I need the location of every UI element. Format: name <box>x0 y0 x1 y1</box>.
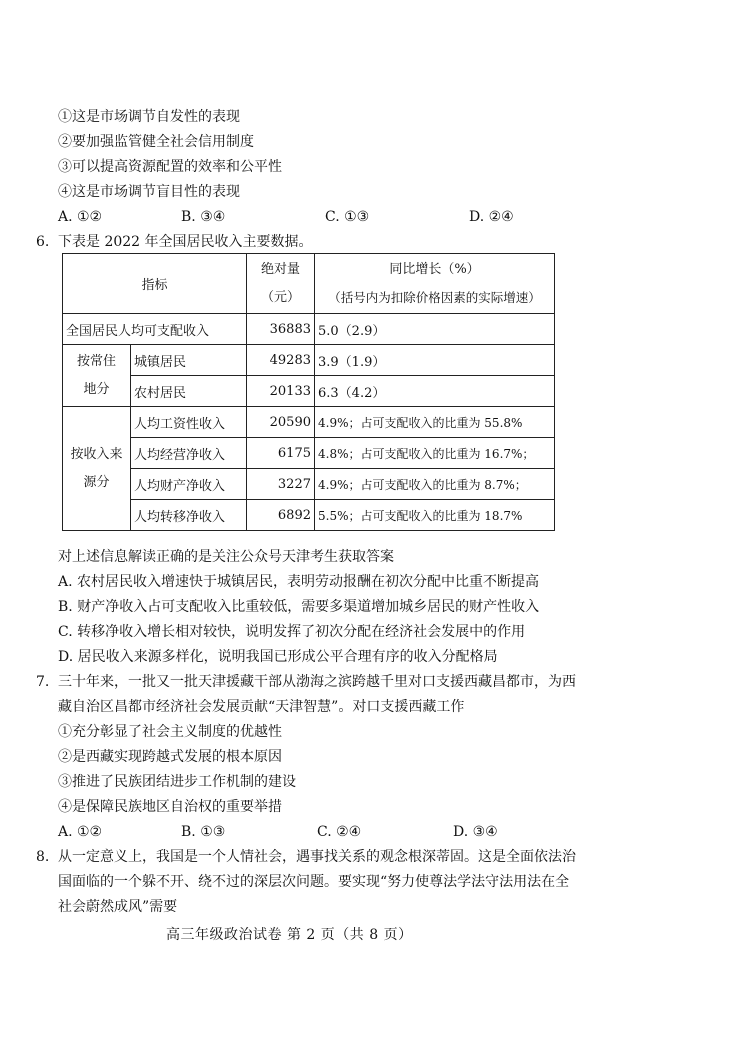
q6-option-d: D. 居民收入来源多样化，说明我国已形成公平合理有序的收入分配格局 <box>58 649 498 665</box>
group-by-residence-line2: 地分 <box>83 381 110 397</box>
q6-number: 6. <box>36 234 50 250</box>
wage-growth: 4.9%；占可支配收入的比重为 55.8% <box>315 407 555 438</box>
q5-option-a: A. ①② <box>58 209 103 225</box>
q5-option-c: C. ①③ <box>325 209 370 225</box>
q7-number: 7. <box>36 674 50 690</box>
row-total-growth: 5.0（2.9） <box>315 314 555 345</box>
property-growth: 4.9%；占可支配收入的比重为 8.7%； <box>315 469 555 500</box>
header-absolute-line1: 绝对量 <box>260 261 300 277</box>
q5-options <box>58 208 658 226</box>
q7-option-d: D. ③④ <box>453 824 498 840</box>
q6-stem: 下表是 2022 年全国居民收入主要数据。 <box>58 234 313 250</box>
urban-label: 城镇居民 <box>131 345 247 376</box>
income-table <box>62 253 555 531</box>
q8-stem-line3: 社会蔚然成风”需要 <box>58 899 178 915</box>
header-absolute <box>247 254 315 314</box>
page-footer: 高三年级政治试卷 第 2 页（共 8 页） <box>166 927 413 943</box>
q5-statement-4: ④这是市场调节盲目性的表现 <box>58 184 240 200</box>
q5-option-b: B. ③④ <box>181 209 226 225</box>
group-by-source-line2: 源分 <box>83 474 110 490</box>
header-growth-line2: （括号内为扣除价格因素的实际增速） <box>328 289 541 305</box>
group-by-residence-line1: 按常住 <box>76 353 116 369</box>
urban-growth: 3.9（1.9） <box>315 345 555 376</box>
wage-value: 20590 <box>247 407 315 438</box>
q6-option-a: A. 农村居民收入增速快于城镇居民，表明劳动报酬在初次分配中比重不断提高 <box>58 574 540 590</box>
q7-option-a: A. ①② <box>58 824 103 840</box>
business-label: 人均经营净收入 <box>131 438 247 469</box>
q8-stem-line1: 从一定意义上，我国是一个人情社会，遇事找关系的观念根深蒂固。这是全面依法治 <box>58 849 576 865</box>
group-by-source-line1: 按收入来 <box>70 446 123 462</box>
business-growth: 4.8%；占可支配收入的比重为 16.7%； <box>315 438 555 469</box>
header-absolute-line2: （元） <box>260 289 300 305</box>
property-value: 3227 <box>247 469 315 500</box>
q7-stem-line1: 三十年来，一批又一批天津援藏干部从渤海之滨跨越千里对口支援西藏昌都市，为西 <box>58 674 576 690</box>
q7-statement-4: ④是保障民族地区自治权的重要举措 <box>58 799 282 815</box>
q8-stem-line2: 国面临的一个躲不开、绕不过的深层次问题。要实现“努力使尊法学法守法用法在全 <box>58 874 570 890</box>
q5-option-d: D. ②④ <box>469 209 514 225</box>
row-total-value: 36883 <box>247 314 315 345</box>
wage-label: 人均工资性收入 <box>131 407 247 438</box>
q5-statement-2: ②要加强监管健全社会信用制度 <box>58 134 254 150</box>
group-by-residence <box>63 345 131 407</box>
rural-value: 20133 <box>247 376 315 407</box>
q7-statement-3: ③推进了民族团结进步工作机制的建设 <box>58 774 296 790</box>
transfer-label: 人均转移净收入 <box>131 500 247 531</box>
q6-option-c: C. 转移净收入增长相对较快，说明发挥了初次分配在经济社会发展中的作用 <box>58 624 526 640</box>
business-value: 6175 <box>247 438 315 469</box>
q6-option-b: B. 财产净收入占可支配收入比重较低，需要多渠道增加城乡居民的财产性收入 <box>58 599 540 615</box>
row-total-label: 全国居民人均可支配收入 <box>63 314 247 345</box>
header-indicator: 指标 <box>63 254 247 314</box>
rural-label: 农村居民 <box>131 376 247 407</box>
transfer-growth: 5.5%；占可支配收入的比重为 18.7% <box>315 500 555 531</box>
property-label: 人均财产净收入 <box>131 469 247 500</box>
q7-options <box>58 823 658 841</box>
header-growth <box>315 254 555 314</box>
q7-option-c: C. ②④ <box>317 824 362 840</box>
q7-statement-2: ②是西藏实现跨越式发展的根本原因 <box>58 749 282 765</box>
header-growth-line1: 同比增长（%） <box>389 261 480 277</box>
rural-growth: 6.3（4.2） <box>315 376 555 407</box>
urban-value: 49283 <box>247 345 315 376</box>
q7-statement-1: ①充分彰显了社会主义制度的优越性 <box>58 724 282 740</box>
q7-stem-line2: 藏自治区昌都市经济社会发展贡献“天津智慧”。对口支援西藏工作 <box>58 699 465 715</box>
q5-statement-3: ③可以提高资源配置的效率和公平性 <box>58 159 282 175</box>
q7-option-b: B. ①③ <box>181 824 226 840</box>
transfer-value: 6892 <box>247 500 315 531</box>
q5-statement-1: ①这是市场调节自发性的表现 <box>58 109 240 125</box>
group-by-source <box>63 407 131 531</box>
q6-prompt: 对上述信息解读正确的是关注公众号天津考生获取答案 <box>58 549 394 565</box>
q8-number: 8. <box>36 849 50 865</box>
